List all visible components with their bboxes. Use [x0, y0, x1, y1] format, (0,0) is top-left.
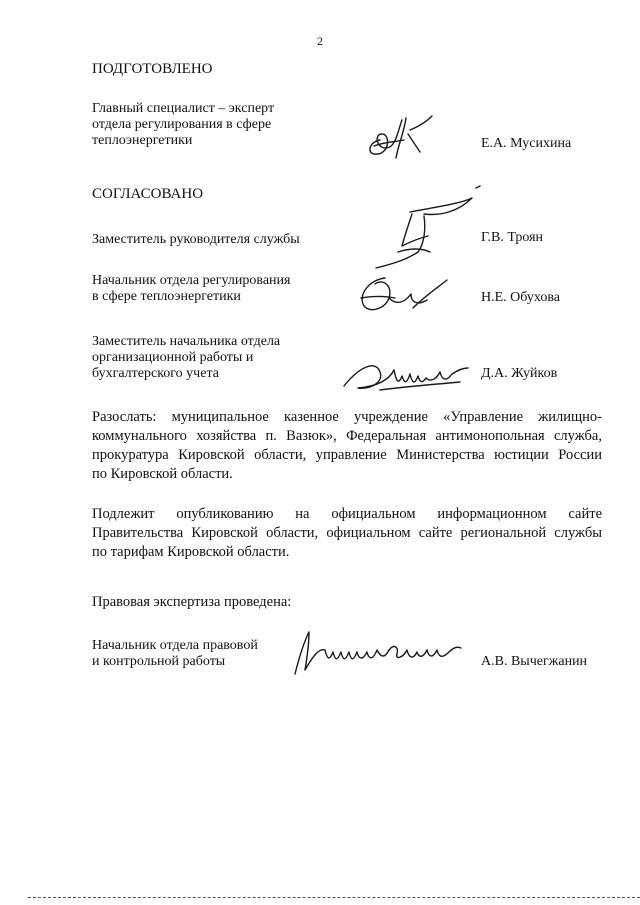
page-bottom-divider	[28, 897, 640, 898]
publication-line: Правительства Кировской области, официальном сайте региональной службы	[92, 525, 602, 541]
distribution-line: по Кировской области.	[92, 466, 233, 482]
signature-vychegzhanin	[285, 628, 465, 678]
publication-line: по тарифам Кировской области.	[92, 544, 290, 560]
legal-review-signer-name: А.В. Вычегжанин	[481, 654, 588, 669]
publication-paragraph	[92, 505, 602, 562]
agreed-signer-name-1: Г.В. Троян	[481, 230, 544, 245]
distribution-line: коммунального хозяйства п. Вазюк», Федеральная антимонопольная служба,	[92, 428, 602, 444]
distribution-line: Разослать: муниципальное казенное учреждение «Управление жилищно-	[92, 409, 602, 425]
distribution-paragraph	[92, 408, 602, 484]
agreed-heading: СОГЛАСОВАНО	[92, 186, 204, 202]
publication-line: Подлежит опубликованию на официальном информационном сайте	[92, 506, 602, 522]
prepared-signer-name: Е.А. Мусихина	[481, 136, 572, 151]
signature-musikhina	[360, 112, 440, 162]
agreed-signer-role-1: Заместитель руководителя службы	[92, 232, 300, 247]
page-number: 2	[317, 34, 323, 48]
prepared-signer-role: Главный специалист – эксперт отдела регулирования в сфере теплоэнергетики	[92, 101, 275, 148]
legal-review-signer-role: Начальник отдела правовой и контрольной работы	[92, 638, 258, 669]
agreed-signer-name-3: Д.А. Жуйков	[481, 366, 558, 381]
legal-review-heading: Правовая экспертиза проведена:	[92, 594, 292, 610]
signature-troyan	[370, 186, 480, 276]
agreed-signer-name-2: Н.Е. Обухова	[481, 290, 560, 305]
signature-zhuykov	[340, 356, 470, 396]
prepared-heading: ПОДГОТОВЛЕНО	[92, 61, 213, 77]
signature-obukhova	[355, 270, 455, 320]
agreed-signer-role-2: Начальник отдела регулирования в сфере теплоэнергетики	[92, 273, 291, 304]
agreed-signer-role-3: Заместитель начальника отдела организационной работы и бухгалтерского учета	[92, 334, 281, 381]
distribution-line: прокуратура Кировской области, управление Министерства юстиции России	[92, 447, 602, 463]
